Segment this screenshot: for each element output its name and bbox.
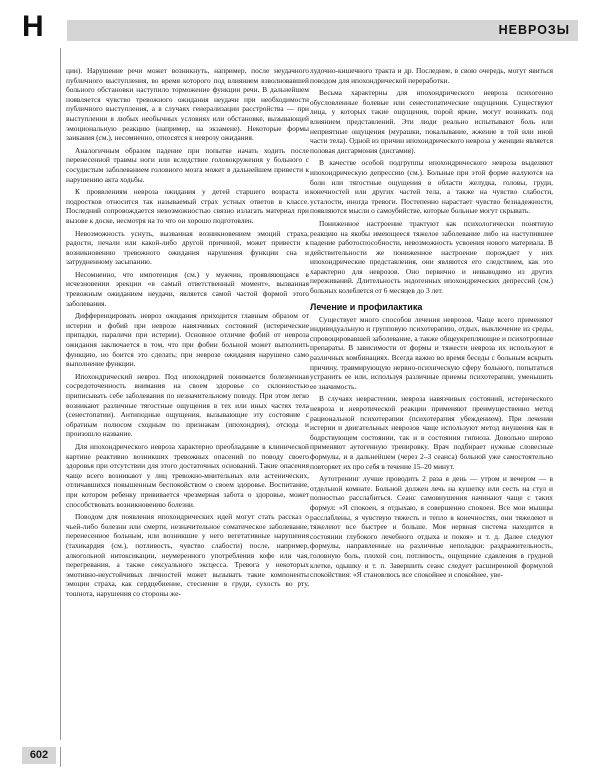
paragraph: Невозможность уснуть, вызванная возникновением эмоций страха, радости, печали или какой-либо другой причиной, может привести к возникновению тревожного ожидания нарушения функции сна и затрудненному засыпанию.: [66, 228, 309, 267]
paragraph: Дифференцировать невроз ожидания приходится главным образом от истерии и фобий при неврозе навязчивых состояний (истерические припадки, параличи при истерии). Основное отличие фобий от невроза ожидания заключается в том, что при фобии больной может выполнить функцию, но боится это сделать; при неврозе ожидания нарушено само выполнение функции.: [66, 311, 309, 369]
paragraph: ции). Нарушение речи может возникнуть, например, после неудачного публичного выступления, во время которого под влиянием взволновавшей больного обстановки наступило торможение функции речи. В дальнейшем появляется чувство тревожного ожидания неудачи при необходимости публичного выступления, а в случаях генерализации расстройства — при выступлении в любых необычных условиях или обстановке, вызывающей эмоциональную реакцию (например, на экзамене). Некоторые формы заикания (см.), несомненно, относятся к неврозу ожидания.: [66, 66, 309, 143]
paragraph: Несомненно, что импотенция (см.) у мужчин, проявляющаяся в исчезновении эрекции «в самый ответственный момент», вызванная тревожным ожиданием неудачи, является самой частой формой этого заболевания.: [66, 269, 309, 308]
paragraph: К проявлениям невроза ожидания у детей старшего возраста и подростков относится так называемый страх устных ответов в классе. Последний сопровождается невозможностью связно излагать материал при вызове к доске, несмотря на то что он хорошо подготовлен.: [66, 187, 309, 225]
section-letter: Н: [22, 10, 44, 43]
paragraph: Аналогичным образом падение при попытке начать ходить после перенесенной травмы ноги или вследствие головокружения у больного с сосудистым заболеванием головного мозга может в дальнейшем привести к нарушению акта ходьбы.: [66, 145, 309, 184]
paragraph: В случаях неврастении, невроза навязчивых состояний, истерического невроза и невротической реакции применяют преимущественно метод рациональной психотерапии (психотерапия убеждением). При лечении истерии и двигательных неврозов чаще используют метод внушения как в бодрствующем состоянии, так и в состоянии гипноза. Довольно широко применяют аутогенную тренировку. Врач подбирает нужные словесные формулы, и в дальнейшем (через 2–3 сеанса) больной уже самостоятельно повторяет их про себя в течение 15–20 минут.: [310, 394, 553, 471]
page-number-box: [22, 747, 56, 764]
right-column: [310, 66, 553, 736]
paragraph: лудочно-кишечного тракта и др. Последние, в свою очередь, могут явиться поводом для ипохондрической переработки.: [310, 66, 553, 85]
footer-rule: [60, 747, 61, 767]
paragraph: Аутотренинг лучше проводить 2 раза в день — утром и вечером — в отдельной комнате. Больной должен лечь на кушетку или сесть на стул и полностью расслабиться. Сеанс самовнушения начинают чаще с таких формул: «Я спокоен, я отдыхаю, я совершенно спокоен. Все мои мышцы расслаблены, я чувствую тяжесть и тепло в конечностях, они тяжелеют и тяжелеют все быстрее и больше. Моя нервная система находится в состоянии глубокого лечебного отдыха и покоя» и т. д. Далее следуют формулы, направленные на различные неполадки: раздражительность, головную боль, плохой сон, потливость, ощущение сдавления в грудной клетке, одышку и т. п. Завершить сеанс следует расширенной формулой спокойствия: «Я становлюсь все спокойнее и спокойнее, уве-: [310, 474, 553, 580]
paragraph: Поводом для появления ипохондрических идей могут стать рассказ о чьей-либо болезни или смерти, незначительное соматическое заболевание, перенесенное больным, или возникшие у него вегетативные нарушения (тахикардия (см.), потливость, чувство слабости) после, например, алкогольной интоксикации, неумеренного употребления кофе или чая, перегревания, а также сексуального эксцесса. Тревога у некоторых эмотивно-неустойчивых личностей может вызывать такие компоненты эмоции страха, как сердцебиение, стеснение в груди, сухость во рту, тошнота, нарушения со стороны же-: [66, 512, 309, 598]
page-number: 602: [29, 749, 49, 761]
paragraph: В качестве особой подгруппы ипохондрического невроза выделяют ипохондрическую депрессию (см.). Больные при этой форме жалуются на боли или тягостные ощущения в области желудка, головы, груди, конечностей или других частей тела, а также на чувство слабости, усталости, иногда тревоги. Постепенно нарастает чувство безнадежности, появляются мысли о самоубийстве, которые больные могут скрывать.: [310, 158, 553, 216]
paragraph: Существует много способов лечения неврозов. Чаще всего применяют индивидуальную и групповую психотерапию, отдых, выключение из среды, спровоцировавшей заболевание, а также общеукрепляющие и психотропные препараты. В зависимости от формы и тяжести невроза их используют в различных комбинациях. Всегда важно во время беседы с больным вскрыть причину, травмирующую нервно-психическую сферу больного, попытаться устранить ее или, используя различные приемы психотерапии, уменьшить ее значимость.: [310, 314, 553, 391]
running-header: [67, 20, 578, 41]
paragraph: Для ипохондрического невроза характерно преобладание в клинической картине реактивно возникших тревожных опасений по поводу своего здоровья при отсутствии для этого достаточных оснований. Такие опасения чаще всего возникают у лиц тревожно-мнительных или астенических, отличавшихся повышенным беспокойством о своем здоровье. Воспитание, при котором ребенку прививается чрезмерная забота о здоровье, может способствовать возникновению болезни.: [66, 441, 309, 509]
margin-rule: [60, 48, 61, 740]
paragraph: Пониженное настроение трактуют как психологически понятную реакцию на якобы имеющееся тяжелое заболевание либо на наступившее падение работоспособности, невозможность усвоения нового материала. В действительности же пониженное настроение порождает у них ипохондрические представления, они являются его следствием, как это характерно для неврозов. Оно первично и невыводимо из других переживаний. Длительность эндогенных ипохондрических депрессий (см.) больных колеблется от 6 месяцев до 3 лет.: [310, 218, 553, 296]
left-column: [66, 66, 309, 736]
running-header-title: НЕВРОЗЫ: [498, 23, 570, 37]
paragraph: Весьма характерны для ипохондрического невроза психогенно обусловленные болевые или сенестопатические ощущения. Существуют лица, у которых такие ощущения, порой яркие, могут возникать под влиянием представлений. Эти люди реально испытывают боль или неприятные ощущения (мурашки, покалывание, жжение в той или иной части тела). Одной из причин ипохондрического невроза у женщин является половая дисгармония (дисгамия).: [310, 88, 553, 155]
paragraph: Ипохондрический невроз. Под ипохондрией понимается болезненная сосредоточенность внимания на своем здоровье со склонностью приписывать себе заболевания по незначительному поводу. При этом легко возникают различные тягостные ощущения в тех или иных частях тела (сенестопатии). Антиподные ощущения, вызывающие эту состояние с обратным полюсом сходным по признакам (ипохондрия), отсюда и произошло название.: [66, 371, 309, 439]
section-heading: Лечение и профилактика: [310, 301, 423, 312]
